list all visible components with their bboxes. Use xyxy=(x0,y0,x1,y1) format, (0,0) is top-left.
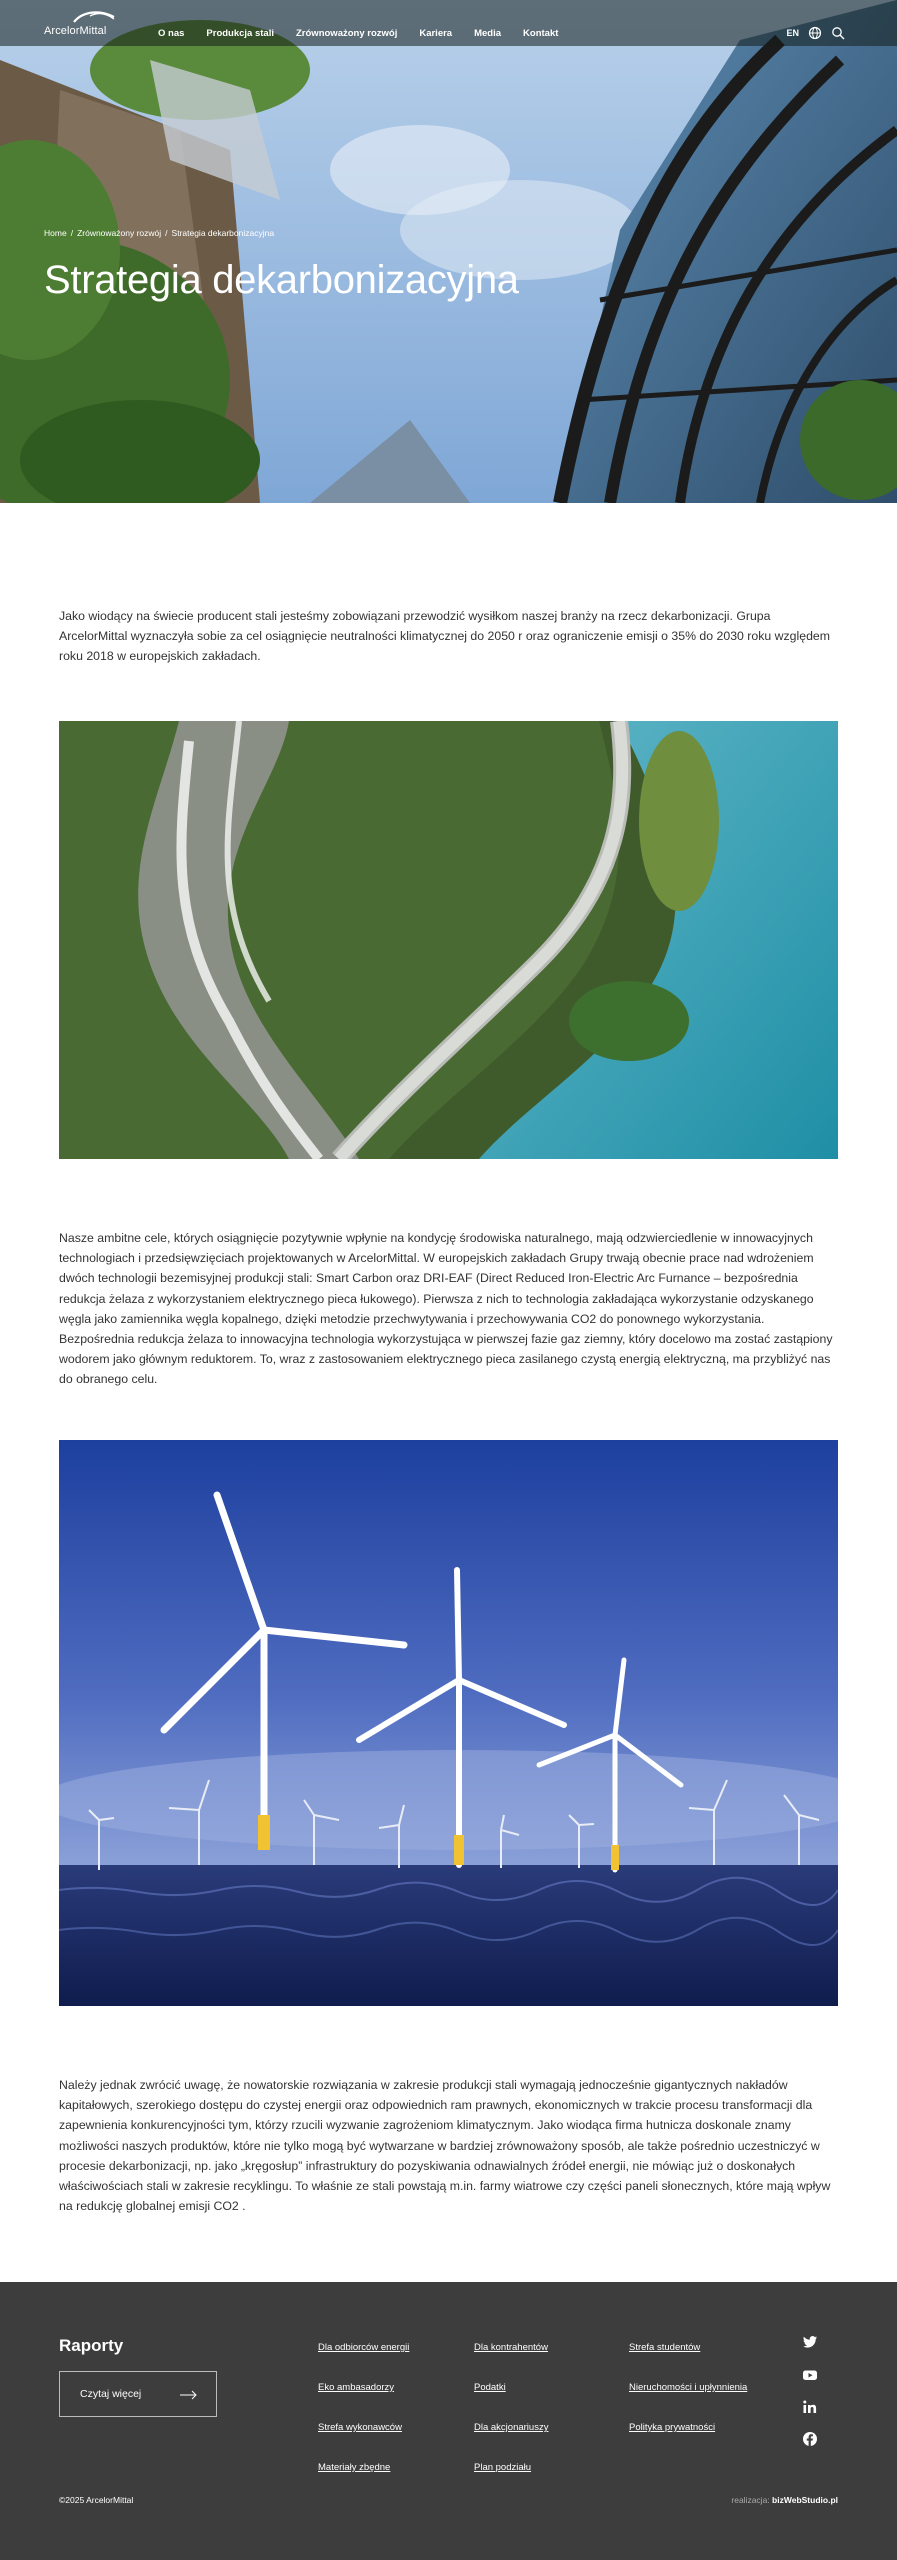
landscape-photo xyxy=(59,721,838,1159)
breadcrumb-home[interactable]: Home xyxy=(44,228,67,238)
copyright: ©2025 ArcelorMittal xyxy=(59,2495,134,2505)
technology-paragraph: Nasze ambitne cele, których osiągnięcie pozytywnie wpłynie na kondycję środowiska naturalnego, mają odzwierciedlenie w innowacyjnych technologiach i przedsięwzięciach projektowanych w ArcelorMittal. W europejskich zakładach Grupy trwają obecnie prace nad wdrożeniem dwóch technologii bezemisyjnej produkcji stali: Smart Carbon oraz DRI-EAF (Direct Reduced Iron-Electric Arc Furnance – bezpośrednia redukcja żelaza z wykorzystaniem elektrycznego pieca łukowego). Pierwsza z nich to technologia zakładająca wykorzystanie odzyskanego węgla jako zamiennika węgla kopalnego, dzięki metodzie przechwytywania i przechowywania CO2 do ponownego wykorzystania. Bezpośrednia redukcja żelaza to innowacyjna technologia wykorzystująca w pierwszej fazie gaz ziemny, który docelowo ma zostać zastąpiony wodorem jako głównym reduktorem. To, wraz z zastosowaniem elektrycznego pieca zasilanego czystą energią elektryczną, ma przybliżyć nas do obranego celu. xyxy=(59,1231,833,1387)
credit xyxy=(731,2495,838,2505)
twitter-icon[interactable] xyxy=(802,2334,818,2350)
intro-paragraph: Jako wiodący na świecie producent stali jesteśmy zobowiązani przewodzić wysiłkom naszej branży na rzecz dekarbonizacji. Grupa ArcelorMittal wyznaczyła sobie za cel osiągnięcie neutralności klimatycznej do 2050 r oraz ograniczenie emisji o 35% do 2030 roku względem roku 2018 w europejskich zakładach. xyxy=(59,609,830,664)
nav-item-kariera[interactable]: Kariera xyxy=(419,28,453,39)
footer-link-strefa-studentow[interactable]: Strefa studentów xyxy=(629,2342,701,2353)
arrow-right-icon xyxy=(180,2390,198,2400)
nav-item-o-nas[interactable]: O nas xyxy=(158,28,185,39)
wind-turbines-image xyxy=(59,1440,838,2006)
footer-link-podatki[interactable]: Podatki xyxy=(474,2382,506,2393)
facebook-icon[interactable] xyxy=(802,2431,818,2447)
header-utilities xyxy=(786,26,845,40)
breadcrumb-separator: / xyxy=(165,228,168,238)
footer-link-strefa-wykonawcow[interactable]: Strefa wykonawców xyxy=(318,2422,402,2433)
footer-link-polityka-prywatnosci[interactable]: Polityka prywatności xyxy=(629,2422,716,2433)
logo-text: ArcelorMittal xyxy=(44,25,107,37)
youtube-icon[interactable] xyxy=(802,2367,818,2383)
credit-link[interactable]: bizWebStudio.pl xyxy=(772,2495,838,2505)
footer-link-plan-podzialu[interactable]: Plan podziału xyxy=(474,2462,532,2473)
logo-swoosh-icon xyxy=(72,10,116,24)
globe-icon[interactable] xyxy=(808,26,822,40)
credit-prefix: realizacja: xyxy=(731,2495,770,2505)
read-more-button[interactable] xyxy=(59,2371,217,2417)
closing-paragraph: Należy jednak zwrócić uwagę, że nowatorskie rozwiązania w zakresie produkcji stali wymagają jednocześnie gigantycznych nakładów kapitałowych, szerokiego dostępu do czystej energii oraz odpowiednich ram prawnych, ekonomicznych w trakcie procesu transformacji dla zapewnienia konkurencyjności tym, którzy rzucili wyzwanie zagrożeniom klimatycznym. Jako wiodąca firma hutnicza doskonale znamy możliwości naszych produktów, które nie tylko mogą być wytwarzane w bardziej zrównoważony sposób, ale także pośrednio uczestniczyć w procesie dekarbonizacji, np. jako „kręgosłup” infrastruktury do pozyskiwania odnawialnych źródeł energii, nie mówiąc już o doskonałych właściwościach stali w zakresie recyklingu. To właśnie ze stali powstają m.in. farmy wiatrowe czy części paneli słonecznych, które mają wpływ na redukcję globalnej emisji CO2 . xyxy=(59,2078,831,2214)
nav-item-produkcja-stali[interactable]: Produkcja stali xyxy=(206,28,274,39)
breadcrumb-separator: / xyxy=(70,228,74,238)
breadcrumb-zrownowazony-rozwoj[interactable]: Zrównoważony rozwój xyxy=(77,228,162,238)
nav-item-zrownowazony-rozwoj[interactable]: Zrównoważony rozwój xyxy=(296,28,398,39)
nav-item-media[interactable]: Media xyxy=(474,28,502,39)
top-navigation-bar xyxy=(0,0,897,46)
footer-link-dla-odbiorcow-energii[interactable]: Dla odbiorców energii xyxy=(318,2342,410,2353)
search-icon[interactable] xyxy=(831,26,845,40)
footer-link-materialy-zbedne[interactable]: Materiały zbędne xyxy=(318,2462,391,2473)
read-more-label: Czytaj więcej xyxy=(80,2388,142,2400)
footer-link-eko-ambasadorzy[interactable]: Eko ambasadorzy xyxy=(318,2382,395,2393)
footer-link-nieruchomosci[interactable]: Nieruchomości i upłynnienia xyxy=(629,2382,748,2393)
hero-banner xyxy=(0,0,897,503)
breadcrumb xyxy=(44,228,274,238)
language-switch[interactable]: EN xyxy=(786,28,799,38)
site-logo[interactable] xyxy=(44,10,124,40)
footer-link-dla-akcjonariuszy[interactable]: Dla akcjonariuszy xyxy=(474,2422,549,2433)
footer-link-dla-kontrahentow[interactable]: Dla kontrahentów xyxy=(474,2342,548,2353)
site-footer xyxy=(0,2282,897,2560)
hero-background-image xyxy=(0,0,897,503)
page-title: Strategia dekarbonizacyjna xyxy=(44,258,519,302)
breadcrumb-current: Strategia dekarbonizacyjna xyxy=(171,228,275,238)
linkedin-icon[interactable] xyxy=(802,2399,818,2415)
main-nav xyxy=(158,28,580,39)
wind-farm-photo xyxy=(59,1440,838,2006)
nav-item-kontakt[interactable]: Kontakt xyxy=(523,28,559,39)
footer-reports-title: Raporty xyxy=(59,2336,124,2355)
waterfall-road-image xyxy=(59,721,838,1159)
